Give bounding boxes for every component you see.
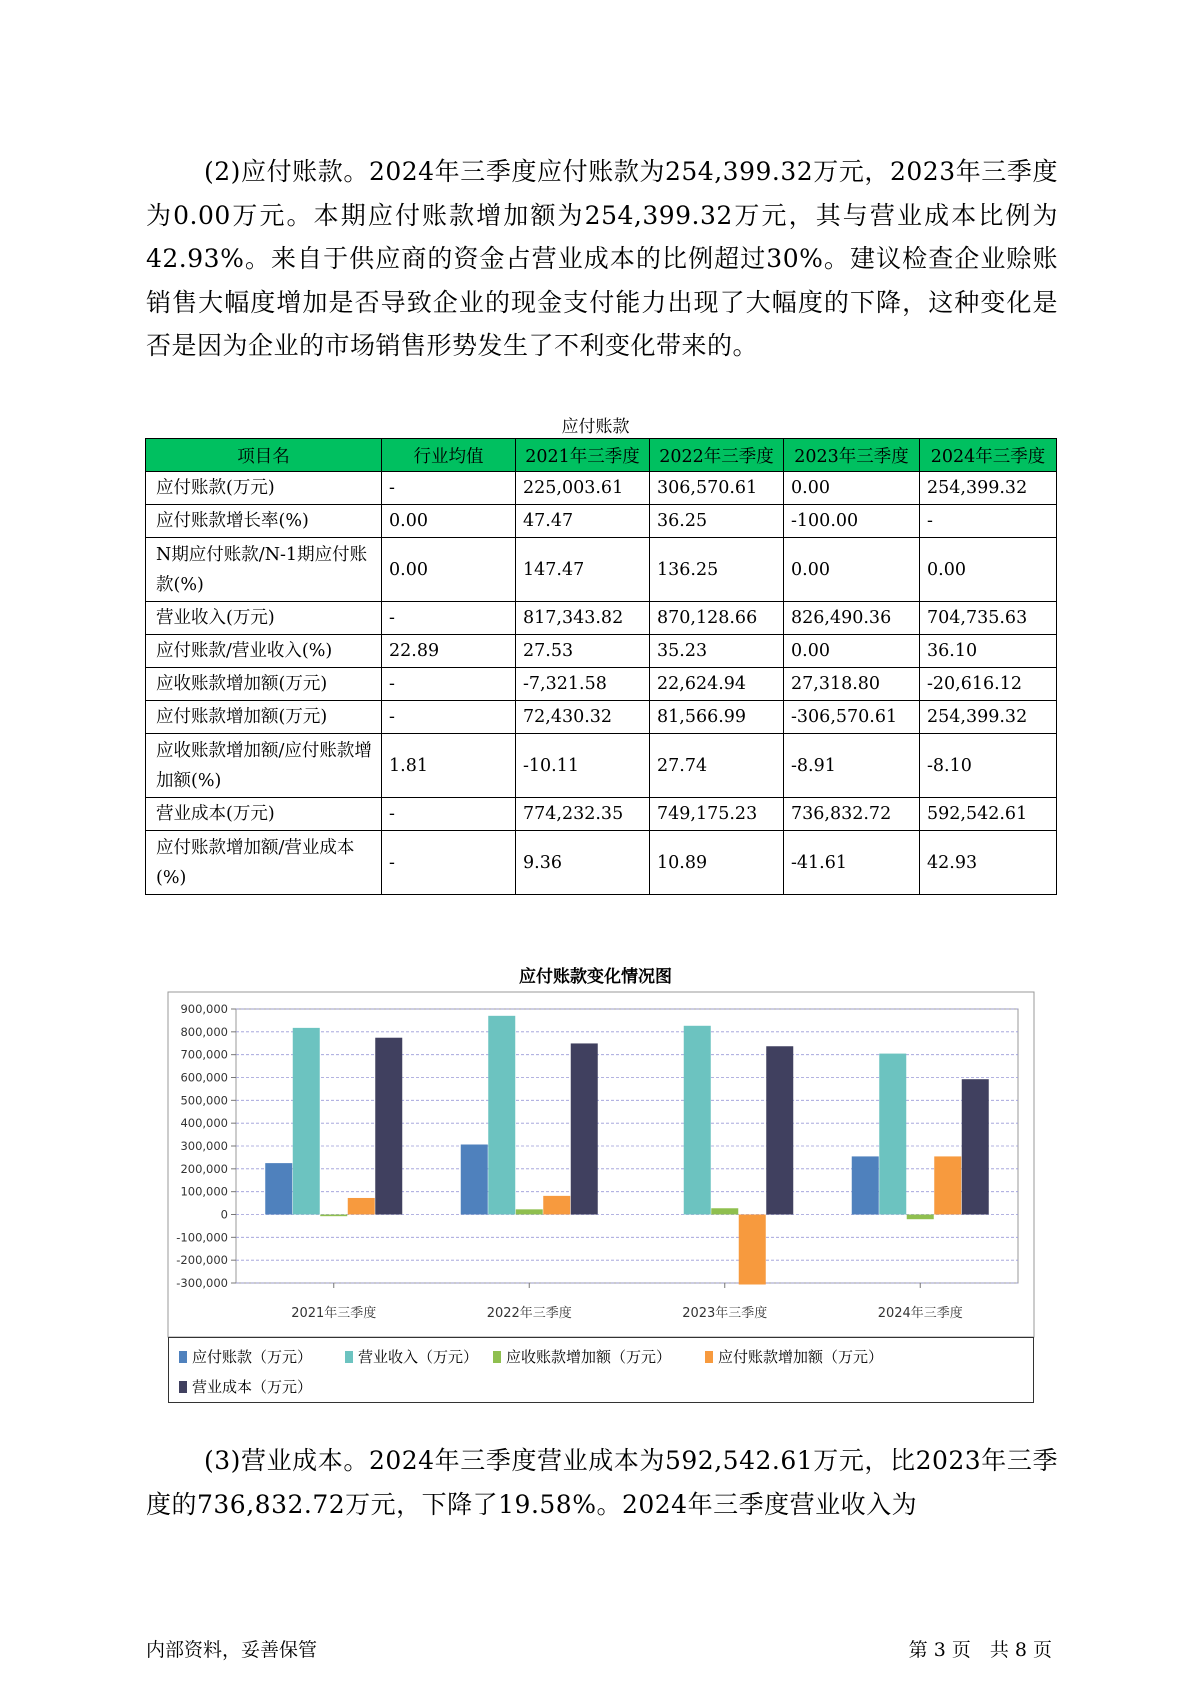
- paragraph-accounts-payable: (2)应付账款。2024年三季度应付账款为254,399.32万元，2023年三季度为0.00万元。本期应付账款增加额为254,399.32万元，其与营业成本比例为42.93%。来自于供应商的资金占营业成本的比例超过30%。建议检查企业赊账销售大幅度增加是否导致企业的现金支付能力出现了大幅度的下降，这种变化是否是因为企业的市场销售形势发生了不利变化带来的。: [146, 157, 1058, 360]
- bar-4-4: [934, 1156, 961, 1214]
- bar-1-4: [852, 1156, 879, 1214]
- cell: 736,832.72: [784, 798, 920, 831]
- y-tick-label: 700,000: [180, 1047, 228, 1062]
- cell: 81,566.99: [650, 701, 784, 734]
- y-tick-label: 800,000: [180, 1024, 228, 1039]
- cell: 225,003.61: [516, 472, 650, 505]
- bar-1-1: [265, 1163, 292, 1214]
- cell: -10.11: [516, 734, 650, 798]
- cell: 0.00: [920, 538, 1057, 602]
- legend-item-payable-increase: [705, 1346, 883, 1367]
- cell: -41.61: [784, 831, 920, 895]
- x-tick-label: 2022年三季度: [486, 1306, 572, 1321]
- y-tick-label: -100,000: [176, 1230, 228, 1245]
- y-tick-label: 200,000: [180, 1161, 228, 1176]
- cell: 774,232.35: [516, 798, 650, 831]
- bar-4-1: [348, 1198, 375, 1215]
- header-industry-avg: 行业均值: [382, 439, 516, 472]
- paragraph-operating-cost: (3)营业成本。2024年三季度营业成本为592,542.61万元，比2023年三季度的736,832.72万元，下降了19.58%。2024年三季度营业收入为: [146, 1446, 1058, 1519]
- bar-3-2: [516, 1209, 543, 1214]
- legend-item-receivable-increase: [493, 1346, 671, 1367]
- cell: -: [382, 602, 516, 635]
- cell: -8.10: [920, 734, 1057, 798]
- bar-3-3: [711, 1208, 738, 1214]
- cell: -: [382, 701, 516, 734]
- cell: 0.00: [382, 538, 516, 602]
- bar-5-2: [571, 1043, 598, 1214]
- y-tick-label: -300,000: [176, 1276, 228, 1290]
- header-2022q3: 2022年三季度: [650, 439, 784, 472]
- header-2021q3: 2021年三季度: [516, 439, 650, 472]
- cell: 817,343.82: [516, 602, 650, 635]
- cell: 35.23: [650, 635, 784, 668]
- legend-swatch: [179, 1381, 187, 1393]
- cell: -7,321.58: [516, 668, 650, 701]
- cell: 47.47: [516, 505, 650, 538]
- bar-2-2: [488, 1016, 515, 1215]
- bar-3-1: [320, 1215, 347, 1217]
- chart-title: 应付账款变化情况图: [519, 967, 672, 987]
- bar-3-4: [907, 1215, 934, 1220]
- legend-label: 应收账款增加额（万元）: [506, 1348, 672, 1366]
- y-tick-label: 400,000: [180, 1116, 228, 1131]
- footer-confidential: 内部资料，妥善保管: [146, 1639, 318, 1661]
- row-label: 应付账款(万元): [146, 472, 382, 505]
- x-tick-label: 2021年三季度: [291, 1306, 377, 1321]
- bar-1-2: [461, 1144, 488, 1214]
- y-tick-label: 600,000: [180, 1070, 228, 1085]
- cell: 22,624.94: [650, 668, 784, 701]
- table-caption: 应付账款: [561, 417, 630, 437]
- bar-5-1: [375, 1038, 402, 1215]
- cell: 826,490.36: [784, 602, 920, 635]
- header-item-name: 项目名: [146, 439, 382, 472]
- row-label: 应付账款/营业收入(%): [146, 635, 382, 668]
- row-label: 应付账款增加额(万元): [146, 701, 382, 734]
- x-tick-label: 2024年三季度: [877, 1306, 963, 1321]
- cell: -20,616.12: [920, 668, 1057, 701]
- header-2024q3: 2024年三季度: [920, 439, 1057, 472]
- cell: -: [382, 472, 516, 505]
- legend-item-payable: [179, 1346, 312, 1367]
- bar-2-1: [293, 1028, 320, 1215]
- cell: 22.89: [382, 635, 516, 668]
- cell: 1.81: [382, 734, 516, 798]
- cell: 870,128.66: [650, 602, 784, 635]
- row-label: 应付账款增加额/营业成本(%): [146, 831, 382, 895]
- row-label: 应收账款增加额(万元): [146, 668, 382, 701]
- legend-label: 营业成本（万元）: [192, 1378, 313, 1396]
- cell: 704,735.63: [920, 602, 1057, 635]
- y-tick-label: 500,000: [180, 1093, 228, 1108]
- cell: 9.36: [516, 831, 650, 895]
- cell: 10.89: [650, 831, 784, 895]
- cell: 36.10: [920, 635, 1057, 668]
- row-label: 营业收入(万元): [146, 602, 382, 635]
- y-tick-label: -200,000: [176, 1253, 228, 1268]
- cell: 147.47: [516, 538, 650, 602]
- cell: 0.00: [784, 635, 920, 668]
- cell: -100.00: [784, 505, 920, 538]
- legend-item-cost: [179, 1376, 312, 1397]
- chart-legend: [168, 1337, 1034, 1403]
- cell: -8.91: [784, 734, 920, 798]
- row-label: N期应付账款/N-1期应付账款(%): [146, 538, 382, 602]
- cell: -: [382, 668, 516, 701]
- cell: -: [920, 505, 1057, 538]
- cell: 27.74: [650, 734, 784, 798]
- bar-5-3: [766, 1046, 793, 1214]
- cell: 27.53: [516, 635, 650, 668]
- cell: 42.93: [920, 831, 1057, 895]
- bar-2-3: [684, 1026, 711, 1215]
- cell: -: [382, 798, 516, 831]
- bar-5-4: [962, 1079, 989, 1214]
- cell: 306,570.61: [650, 472, 784, 505]
- footer-page-number: 第 3 页 共 8 页: [908, 1639, 1052, 1661]
- legend-swatch: [493, 1351, 501, 1363]
- cell: 36.25: [650, 505, 784, 538]
- cell: 254,399.32: [920, 701, 1057, 734]
- cell: 592,542.61: [920, 798, 1057, 831]
- legend-item-revenue: [345, 1346, 478, 1367]
- legend-label: 应付账款（万元）: [192, 1348, 313, 1366]
- row-label: 应收账款增加额/应付账款增加额(%): [146, 734, 382, 798]
- y-tick-label: 0: [220, 1207, 228, 1222]
- cell: 136.25: [650, 538, 784, 602]
- cell: 72,430.32: [516, 701, 650, 734]
- legend-swatch: [705, 1351, 713, 1363]
- cell: 27,318.80: [784, 668, 920, 701]
- cell: 0.00: [382, 505, 516, 538]
- cell: 0.00: [784, 538, 920, 602]
- bar-2-4: [879, 1054, 906, 1215]
- y-tick-label: 100,000: [180, 1184, 228, 1199]
- legend-label: 营业收入（万元）: [358, 1348, 479, 1366]
- y-tick-label: 300,000: [180, 1139, 228, 1153]
- row-label: 营业成本(万元): [146, 798, 382, 831]
- header-2023q3: 2023年三季度: [784, 439, 920, 472]
- legend-label: 应付账款增加额（万元）: [718, 1348, 884, 1366]
- cell: 0.00: [784, 472, 920, 505]
- bar-4-3: [739, 1215, 766, 1285]
- legend-swatch: [345, 1351, 353, 1363]
- cell: 749,175.23: [650, 798, 784, 831]
- legend-swatch: [179, 1351, 187, 1363]
- cell: 254,399.32: [920, 472, 1057, 505]
- row-label: 应付账款增长率(%): [146, 505, 382, 538]
- cell: -: [382, 831, 516, 895]
- x-tick-label: 2023年三季度: [682, 1306, 768, 1321]
- bar-4-2: [543, 1196, 570, 1215]
- y-tick-label: 900,000: [180, 1002, 228, 1016]
- cell: -306,570.61: [784, 701, 920, 734]
